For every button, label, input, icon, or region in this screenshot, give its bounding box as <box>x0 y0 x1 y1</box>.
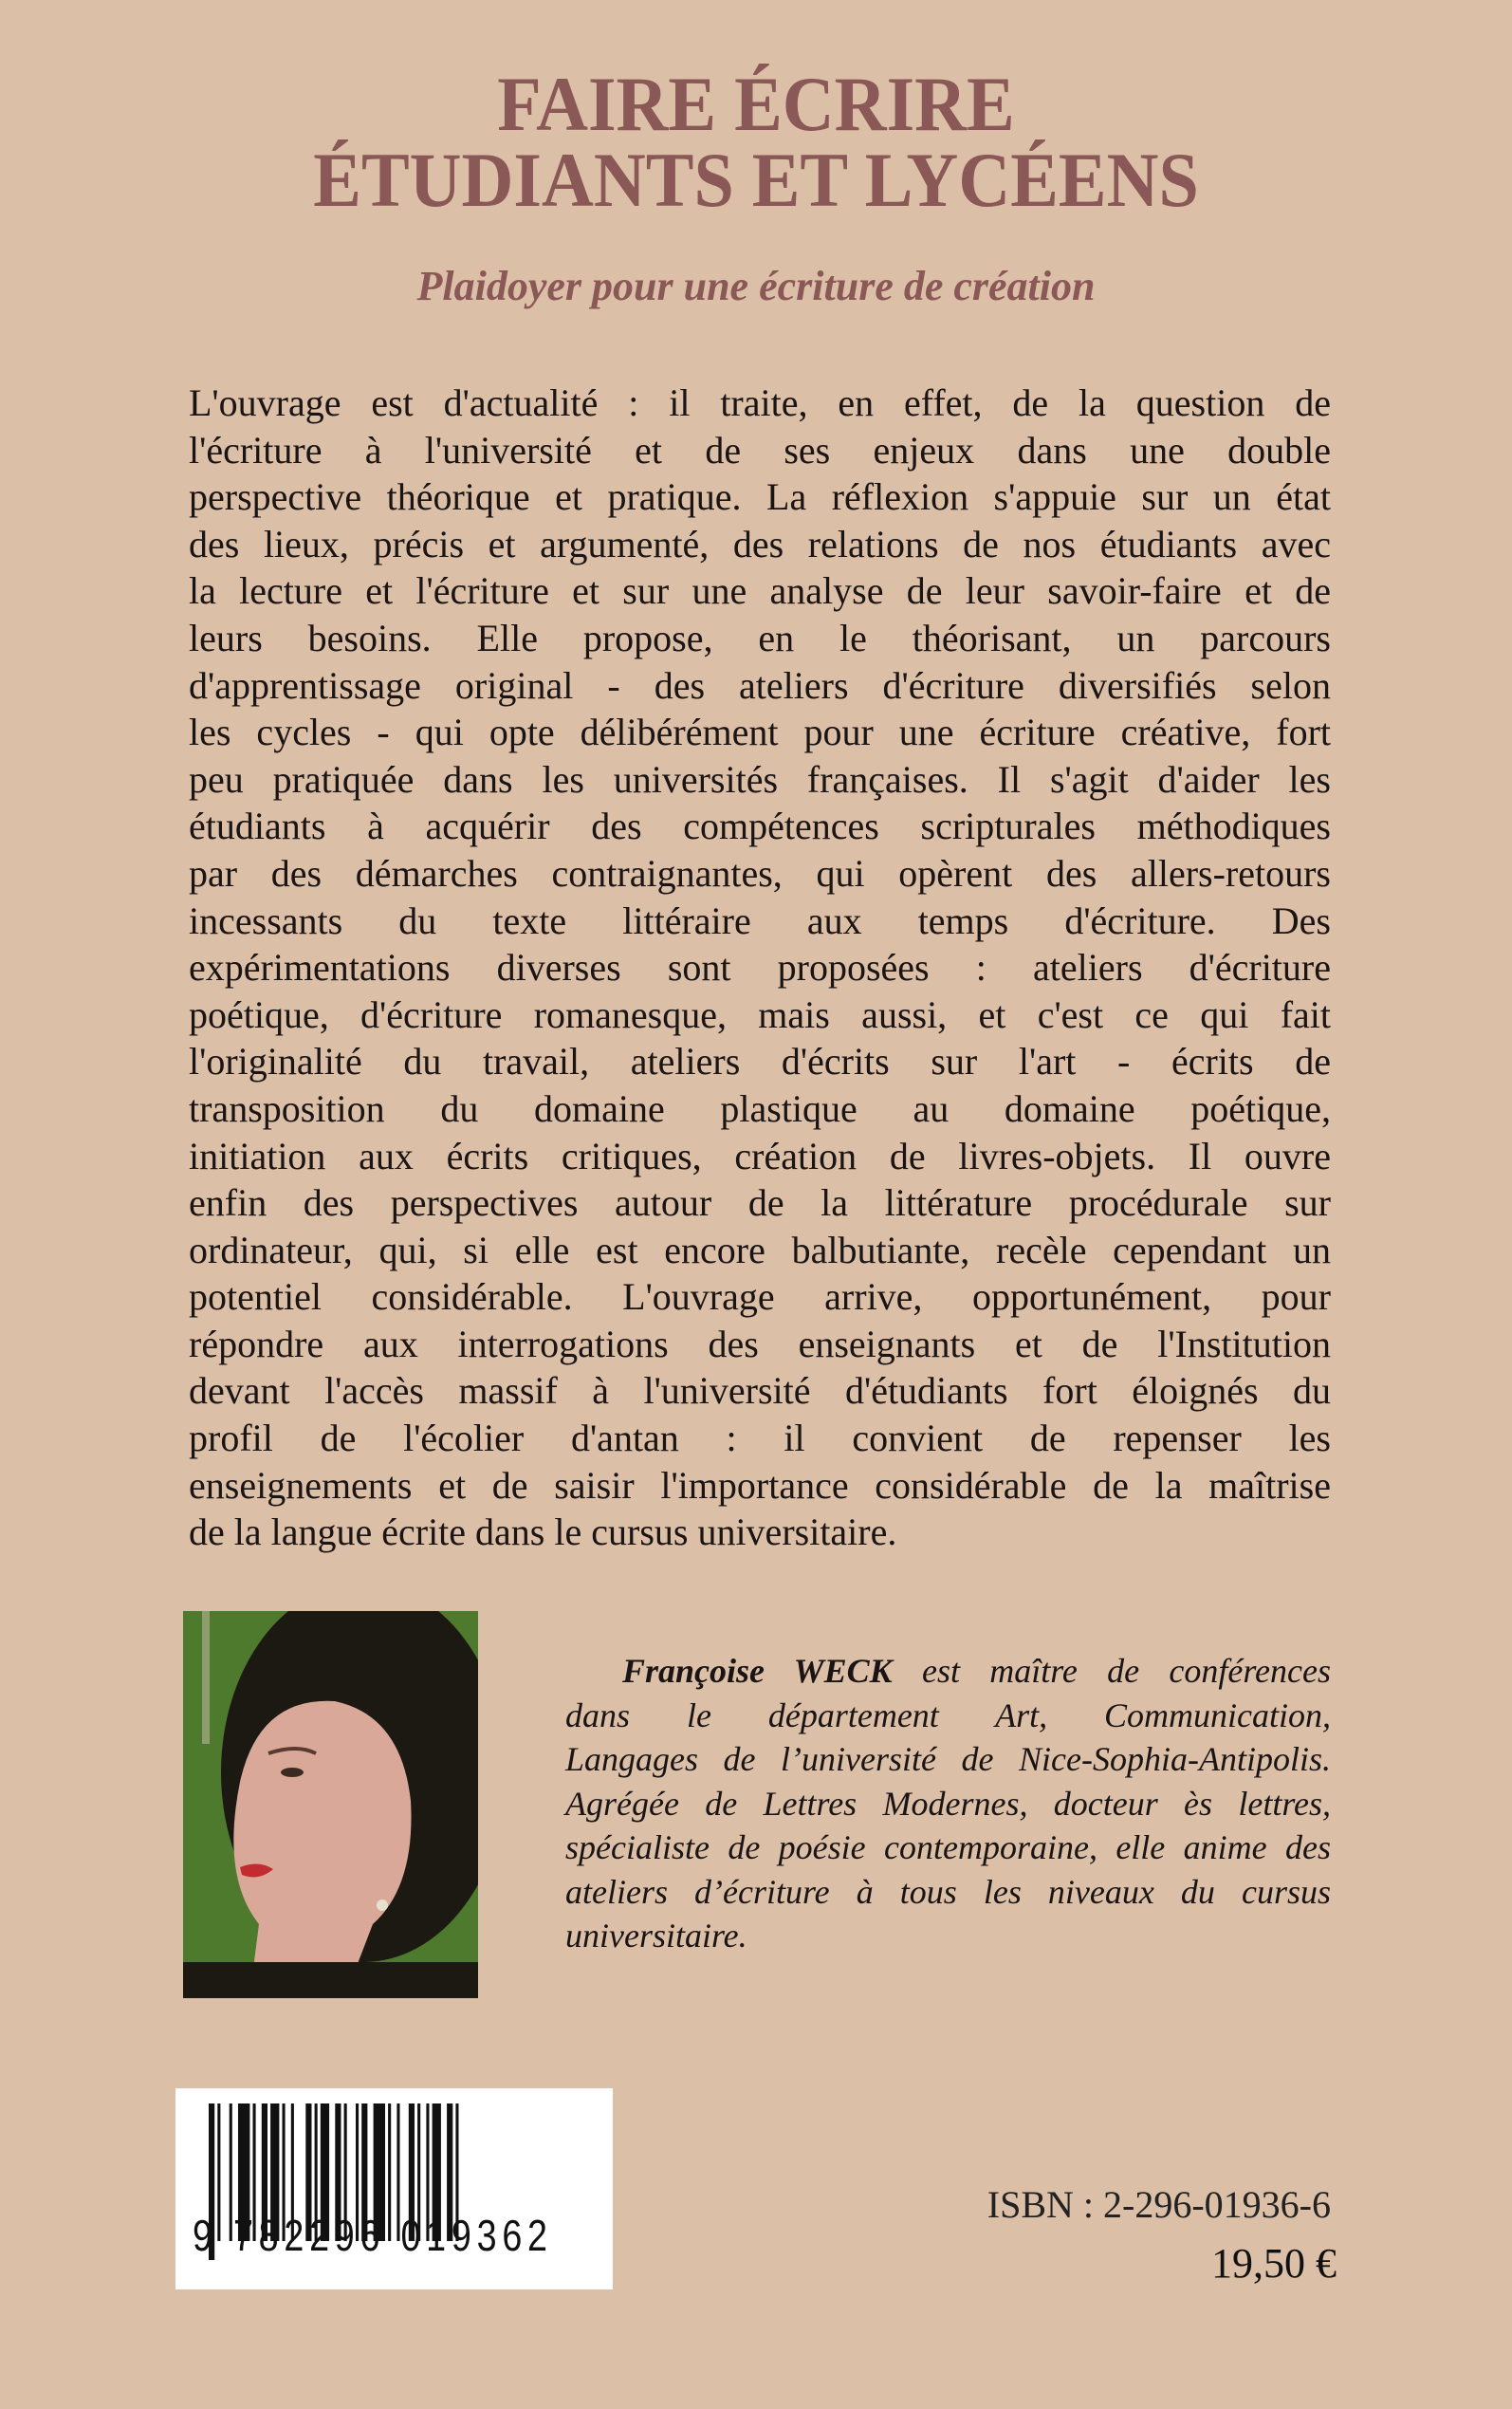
blurb-line: étudiants à acquérir des compétences scripturales méthodiques <box>189 805 1331 848</box>
author-bio-line: Langages de l’université de Nice-Sophia-Antipolis. <box>565 1740 1331 1778</box>
author-bio <box>565 1649 1331 1958</box>
book-subtitle: Plaidoyer pour une écriture de création <box>416 263 1096 309</box>
blurb-line: leurs besoins. Elle propose, en le théorisant, un parcours <box>189 616 1331 659</box>
blurb-line: enseignements et de saisir l'importance considérable de la maîtrise <box>189 1463 1331 1507</box>
author-bio-line <box>565 1649 1331 1694</box>
blurb-line: d'apprentissage original - des ateliers d'écriture diversifiés selon <box>189 663 1331 707</box>
author-name: Françoise WECK <box>622 1652 893 1690</box>
blurb-line: transposition du domaine plastique au domaine poétique, <box>189 1086 1331 1130</box>
blurb-line: profil de l'écolier d'antan : il convient de repenser les <box>189 1417 1331 1460</box>
book-title-line-1: FAIRE ÉCRIRE <box>497 61 1015 148</box>
author-bio-line: Agrégée de Lettres Modernes, docteur ès lettres, <box>565 1784 1331 1823</box>
book-title-line-2: ÉTUDIANTS ET LYCÉENS <box>313 137 1199 224</box>
blurb-paragraph <box>189 380 1331 1556</box>
blurb-line: potentiel considérable. L'ouvrage arrive, opportunément, pour <box>189 1275 1331 1319</box>
author-bio-line: dans le département Art, Communication, <box>565 1696 1331 1734</box>
author-photo <box>183 1611 478 1998</box>
blurb-line: la lecture et l'écriture et sur une analyse de leur savoir-faire et de <box>189 569 1331 613</box>
blurb-line: de la langue écrite dans le cursus universitaire. <box>189 1510 897 1554</box>
author-bio-line: spécialiste de poésie contemporaine, elle anime des <box>565 1828 1331 1866</box>
blurb-line: initiation aux écrits critiques, création de livres-objets. Il ouvre <box>189 1134 1331 1177</box>
author-bio-text: est maître de conférences <box>892 1652 1332 1690</box>
blurb-line: répondre aux interrogations des enseignants et de l'Institution <box>189 1322 1331 1365</box>
blurb-line: peu pratiquée dans les universités françaises. Il s'agit d'aider les <box>189 757 1331 801</box>
blurb-line: l'originalité du travail, ateliers d'écrits sur l'art - écrits de <box>189 1040 1331 1084</box>
barcode <box>175 2088 613 2289</box>
barcode-digits: 9 782296 019362 <box>193 2211 553 2260</box>
blurb-line: les cycles - qui opte délibérément pour une écriture créative, fort <box>189 711 1331 754</box>
blurb-line: par des démarches contraignantes, qui opèrent des allers-retours <box>189 851 1331 895</box>
isbn: ISBN : 2-296-01936-6 <box>986 2183 1331 2226</box>
author-bio-line: ateliers d’écriture à tous les niveaux du cursus <box>565 1872 1331 1911</box>
blurb-line: perspective théorique et pratique. La réflexion s'appuie sur un état <box>189 475 1331 519</box>
blurb-line: incessants du texte littéraire aux temps d'écriture. Des <box>189 899 1331 942</box>
blurb-line: des lieux, précis et argumenté, des relations de nos étudiants avec <box>189 522 1331 565</box>
blurb-line: l'écriture à l'université et de ses enjeux dans une double <box>189 428 1331 472</box>
blurb-line: expérimentations diverses sont proposées : ateliers d'écriture <box>189 946 1331 990</box>
blurb-line: enfin des perspectives autour de la littérature procédurale sur <box>189 1181 1331 1225</box>
blurb-line: devant l'accès massif à l'université d'étudiants fort éloignés du <box>189 1369 1331 1413</box>
blurb-line: ordinateur, qui, si elle est encore balbutiante, recèle cependant un <box>189 1228 1331 1271</box>
blurb-line: poétique, d'écriture romanesque, mais aussi, et c'est ce qui fait <box>189 992 1331 1036</box>
price: 19,50 € <box>1211 2240 1337 2287</box>
blurb-line: L'ouvrage est d'actualité : il traite, en effet, de la question de <box>189 381 1331 424</box>
author-bio-line: universitaire. <box>565 1917 747 1955</box>
